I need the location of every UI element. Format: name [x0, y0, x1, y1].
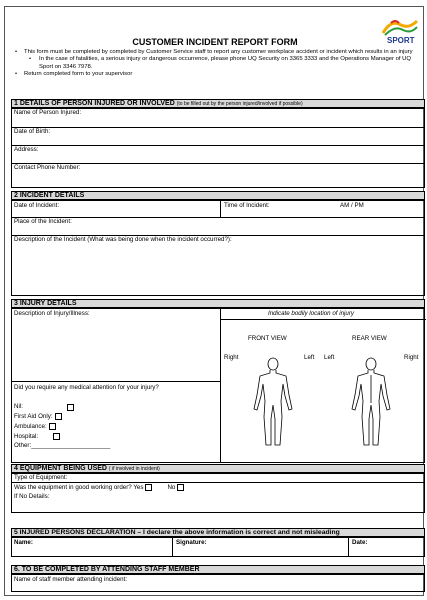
contact-phone-field[interactable]: Contact Phone Number: [14, 164, 81, 171]
section4-note: ( if involved in incident) [108, 466, 160, 472]
equipment-working-question: Was the equipment in good working order? Yes No [14, 484, 184, 492]
hospital-checkbox[interactable] [53, 433, 60, 440]
incident-place-field[interactable]: Place of the Incident: [12, 218, 424, 236]
incident-time-field[interactable]: Time of Incident: [224, 202, 270, 209]
section5-box [11, 537, 425, 557]
section3-box [11, 308, 425, 463]
section1-heading: 1 DETAILS OF PERSON INJURED OR INVOLVED (to be filled out by the person injured/involved if possible) [11, 99, 425, 108]
incident-description-field[interactable]: Description of the Incident (What was being done when the incident occurred?): [14, 236, 232, 243]
am-pm-label: AM / PM [340, 202, 364, 209]
section6-heading: 6. TO BE COMPLETED BY ATTENDING STAFF MEMBER [11, 565, 425, 574]
body-location-label: Indicate bodily location of injury [268, 310, 354, 317]
section3-heading: 3 INJURY DETAILS [11, 299, 425, 308]
section2-heading: 2 INCIDENT DETAILS [11, 191, 425, 200]
rear-body-diagram[interactable] [348, 357, 394, 449]
declaration-name-field[interactable]: Name: [14, 539, 33, 546]
nil-checkbox[interactable] [67, 404, 74, 411]
incident-date-field[interactable]: Date of Incident: [14, 202, 60, 209]
form-title: CUSTOMER INCIDENT REPORT FORM [132, 37, 298, 47]
date-of-birth-field[interactable]: Date of Birth: [12, 128, 424, 146]
medical-attention-question: Did you require any medical attention for your injury? [14, 384, 159, 391]
no-checkbox[interactable] [177, 484, 184, 491]
declaration-signature-field[interactable]: Signature: [176, 539, 207, 546]
section2-box [11, 200, 425, 296]
incident-date-time-row [12, 201, 424, 218]
injury-description-field[interactable]: Description of Injury/Illness: [14, 310, 90, 317]
instructions [15, 49, 415, 79]
front-right-label: Right [224, 354, 239, 361]
person-name-field[interactable]: Name of Person Injured: [12, 109, 424, 128]
ambulance-checkbox[interactable] [49, 423, 56, 430]
other-input-line[interactable]: _______________________ [31, 442, 111, 449]
address-field[interactable]: Address: [12, 146, 424, 164]
section4-box [11, 473, 425, 513]
option-other: Other:_______________________ [14, 442, 111, 449]
option-ambulance: Ambulance: [14, 423, 56, 431]
instruction-bullet: • This form must be completed by completed by Customer Service staff to report any customer workplace accident or incident which results in an injury [15, 49, 415, 56]
first-aid-checkbox[interactable] [55, 413, 62, 420]
section4-heading: 4 EQUIPMENT BEING USED ( if involved in incident) [11, 464, 425, 473]
uq-sport-logo [381, 17, 419, 47]
instruction-sub-bullet: • In the case of fatalities, a serious injury or dangerous occurrence, please phone UQ Security on 3365 3333 and the Operations Manager of UQ Sport on 3346 7978. [15, 56, 415, 71]
rear-left-label: Left [324, 354, 335, 361]
option-nil: Nil: [14, 403, 23, 410]
section1-box [11, 108, 425, 188]
option-hospital: Hospital: [14, 433, 60, 441]
front-left-label: Left [304, 354, 315, 361]
yes-checkbox[interactable] [145, 484, 152, 491]
logo-text: SPORT [387, 36, 415, 45]
declaration-date-field[interactable]: Date: [352, 539, 368, 546]
rear-view-label: REAR VIEW [352, 335, 387, 342]
front-body-diagram[interactable] [250, 357, 296, 449]
front-view-label: FRONT VIEW [248, 335, 287, 342]
section1-note: (to be filled out by the person injured/involved if possible) [176, 101, 303, 107]
instruction-bullet: • Return completed form to your supervisor [15, 71, 415, 78]
section6-box [11, 574, 425, 592]
section5-heading: 5 INJURED PERSONS DECLARATION – I declare the above information is correct and not misleading [11, 528, 425, 537]
rear-right-label: Right [404, 354, 419, 361]
equipment-type-field[interactable]: Type of Equipment: [12, 474, 424, 483]
if-no-details-field[interactable]: If No Details: [14, 493, 50, 500]
report-form-page [4, 6, 424, 596]
option-first-aid: First Aid Only: [14, 413, 62, 421]
staff-member-name-field[interactable]: Name of staff member attending incident: [14, 576, 128, 583]
